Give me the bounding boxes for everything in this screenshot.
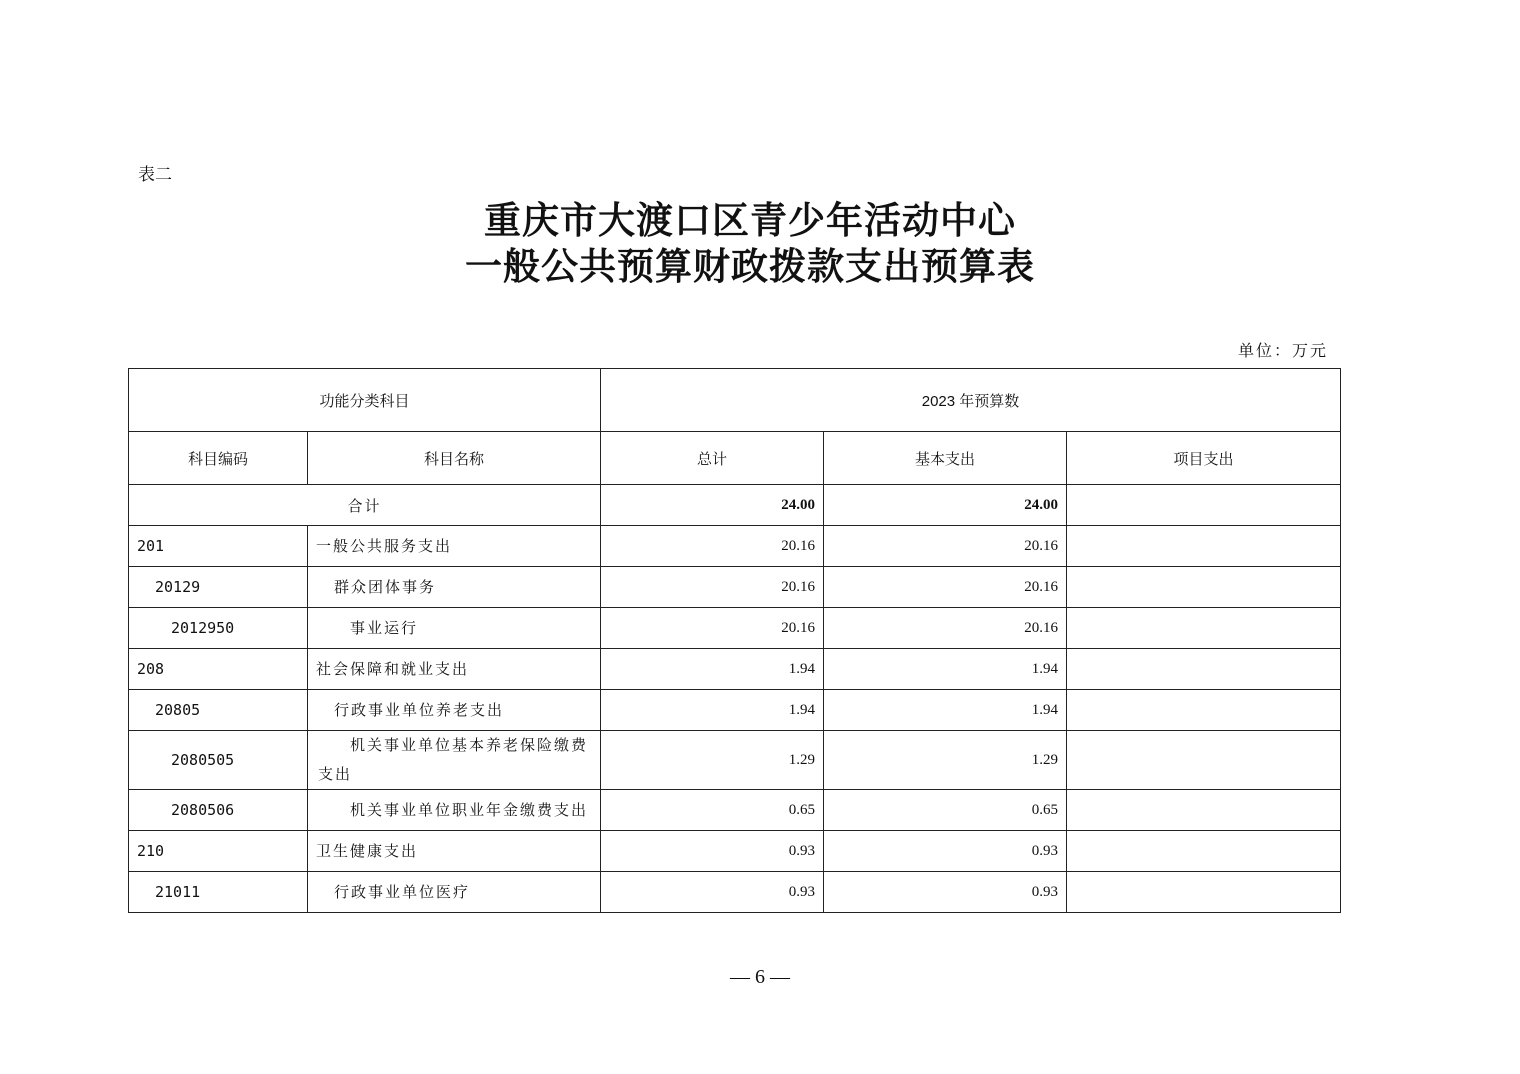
row-name: 卫生健康支出 — [308, 831, 601, 872]
table-row — [129, 526, 1341, 567]
header-total: 总计 — [601, 432, 824, 485]
page-title-line-2: 一般公共预算财政拨款支出预算表 — [465, 244, 1035, 288]
total-label: 合计 — [129, 485, 601, 526]
row-code: 2080506 — [129, 790, 308, 831]
row-code: 2012950 — [129, 608, 308, 649]
row-project — [1067, 526, 1341, 567]
row-name: 社会保障和就业支出 — [308, 649, 601, 690]
row-code: 2080505 — [129, 731, 308, 790]
total-basic: 24.00 — [824, 485, 1067, 526]
header-project: 项目支出 — [1067, 432, 1341, 485]
total-project — [1067, 485, 1341, 526]
row-total: 1.94 — [601, 649, 824, 690]
header-budget-year: 2023 年预算数 — [601, 369, 1341, 432]
header-name: 科目名称 — [308, 432, 601, 485]
row-total: 1.29 — [601, 731, 824, 790]
row-name: 行政事业单位养老支出 — [308, 690, 601, 731]
row-total: 20.16 — [601, 526, 824, 567]
row-total: 0.93 — [601, 872, 824, 913]
row-code: 20805 — [129, 690, 308, 731]
page-title-line-1: 重庆市大渡口区青少年活动中心 — [484, 198, 1016, 242]
row-basic: 20.16 — [824, 567, 1067, 608]
table-row — [129, 872, 1341, 913]
row-total: 20.16 — [601, 567, 824, 608]
row-name: 机关事业单位职业年金缴费支出 — [308, 790, 601, 831]
row-name: 群众团体事务 — [308, 567, 601, 608]
row-basic: 0.93 — [824, 831, 1067, 872]
row-code: 20129 — [129, 567, 308, 608]
table-row — [129, 790, 1341, 831]
header-row-columns — [129, 432, 1341, 485]
row-total: 1.94 — [601, 690, 824, 731]
row-total: 0.65 — [601, 790, 824, 831]
row-project — [1067, 872, 1341, 913]
table-row — [129, 831, 1341, 872]
row-code: 21011 — [129, 872, 308, 913]
row-project — [1067, 608, 1341, 649]
table-row — [129, 567, 1341, 608]
total-row — [129, 485, 1341, 526]
row-project — [1067, 790, 1341, 831]
table-label: 表二 — [138, 165, 172, 185]
row-basic: 0.93 — [824, 872, 1067, 913]
row-project — [1067, 690, 1341, 731]
table-row — [129, 608, 1341, 649]
page-number: — 6 — — [730, 966, 790, 988]
table-row — [129, 731, 1341, 790]
table-row — [129, 690, 1341, 731]
budget-table — [128, 368, 1341, 913]
row-code: 208 — [129, 649, 308, 690]
row-basic: 1.29 — [824, 731, 1067, 790]
row-name: 行政事业单位医疗 — [308, 872, 601, 913]
row-basic: 1.94 — [824, 649, 1067, 690]
total-amount: 24.00 — [601, 485, 824, 526]
row-code: 210 — [129, 831, 308, 872]
row-code: 201 — [129, 526, 308, 567]
row-basic: 20.16 — [824, 608, 1067, 649]
row-basic: 20.16 — [824, 526, 1067, 567]
table-row — [129, 649, 1341, 690]
header-basic: 基本支出 — [824, 432, 1067, 485]
row-project — [1067, 831, 1341, 872]
header-row-group — [129, 369, 1341, 432]
row-project — [1067, 731, 1341, 790]
row-project — [1067, 649, 1341, 690]
row-basic: 1.94 — [824, 690, 1067, 731]
row-project — [1067, 567, 1341, 608]
row-name: 机关事业单位基本养老保险缴费支出 — [308, 731, 601, 790]
unit-label: 单位：万元 — [1237, 341, 1328, 360]
row-name: 事业运行 — [308, 608, 601, 649]
row-basic: 0.65 — [824, 790, 1067, 831]
header-code: 科目编码 — [129, 432, 308, 485]
row-total: 20.16 — [601, 608, 824, 649]
row-name: 一般公共服务支出 — [308, 526, 601, 567]
header-functional-classification: 功能分类科目 — [129, 369, 601, 432]
row-total: 0.93 — [601, 831, 824, 872]
